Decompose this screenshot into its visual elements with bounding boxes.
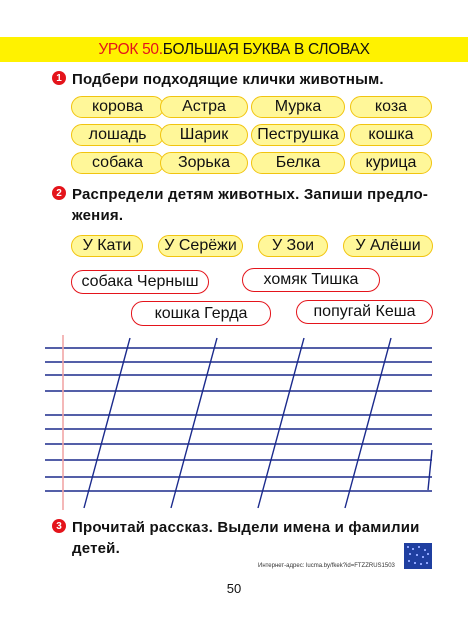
pet-name-word[interactable]: Шарик [160, 124, 248, 146]
task-3 [52, 517, 420, 559]
task-number-badge: 1 [52, 71, 66, 85]
writing-lines[interactable] [0, 330, 468, 510]
task-2 [52, 184, 428, 226]
animal-word[interactable]: лошадь [71, 124, 164, 146]
pet-name-word[interactable]: Мурка [251, 96, 345, 118]
task-number-badge: 3 [52, 519, 66, 533]
animal-word[interactable]: корова [71, 96, 164, 118]
animal-word[interactable]: кошка [350, 124, 432, 146]
pet-name-word[interactable]: Пеструшка [251, 124, 345, 146]
task-2-instruction: Распредели детям животных. Запиши предло- жения. [72, 186, 429, 224]
animal-word[interactable]: коза [350, 96, 432, 118]
pet-label[interactable]: собака Черныш [71, 270, 209, 294]
pet-label[interactable]: попугай Кеша [296, 300, 433, 324]
child-label[interactable]: У Серёжи [158, 235, 243, 257]
pet-name-word[interactable]: Зорька [160, 152, 248, 174]
animal-word[interactable]: собака [71, 152, 164, 174]
child-label[interactable]: У Кати [71, 235, 143, 257]
pet-label[interactable]: хомяк Тишка [242, 268, 380, 292]
qr-code-icon[interactable] [404, 543, 432, 569]
pet-label[interactable]: кошка Герда [131, 301, 271, 326]
pet-name-word[interactable]: Белка [251, 152, 345, 174]
task-3-instruction: Прочитай рассказ. Выдели имена и фамилии детей. [72, 519, 420, 557]
lesson-header [0, 37, 468, 62]
lesson-title: БОЛЬШАЯ БУКВА В СЛОВАХ [162, 40, 370, 58]
footer-url[interactable]: Интернет-адрес: lucma.by/fkek?id=FTZZRUS1503 [258, 563, 395, 569]
task-1-instruction: Подбери подходящие клички животным. [72, 71, 384, 88]
task-1 [52, 69, 384, 90]
child-label[interactable]: У Алёши [343, 235, 433, 257]
task-number-badge: 2 [52, 186, 66, 200]
animal-word[interactable]: курица [350, 152, 432, 174]
page-number: 50 [226, 581, 242, 596]
lesson-number: УРОК 50. [98, 40, 163, 58]
child-label[interactable]: У Зои [258, 235, 328, 257]
pet-name-word[interactable]: Астра [160, 96, 248, 118]
